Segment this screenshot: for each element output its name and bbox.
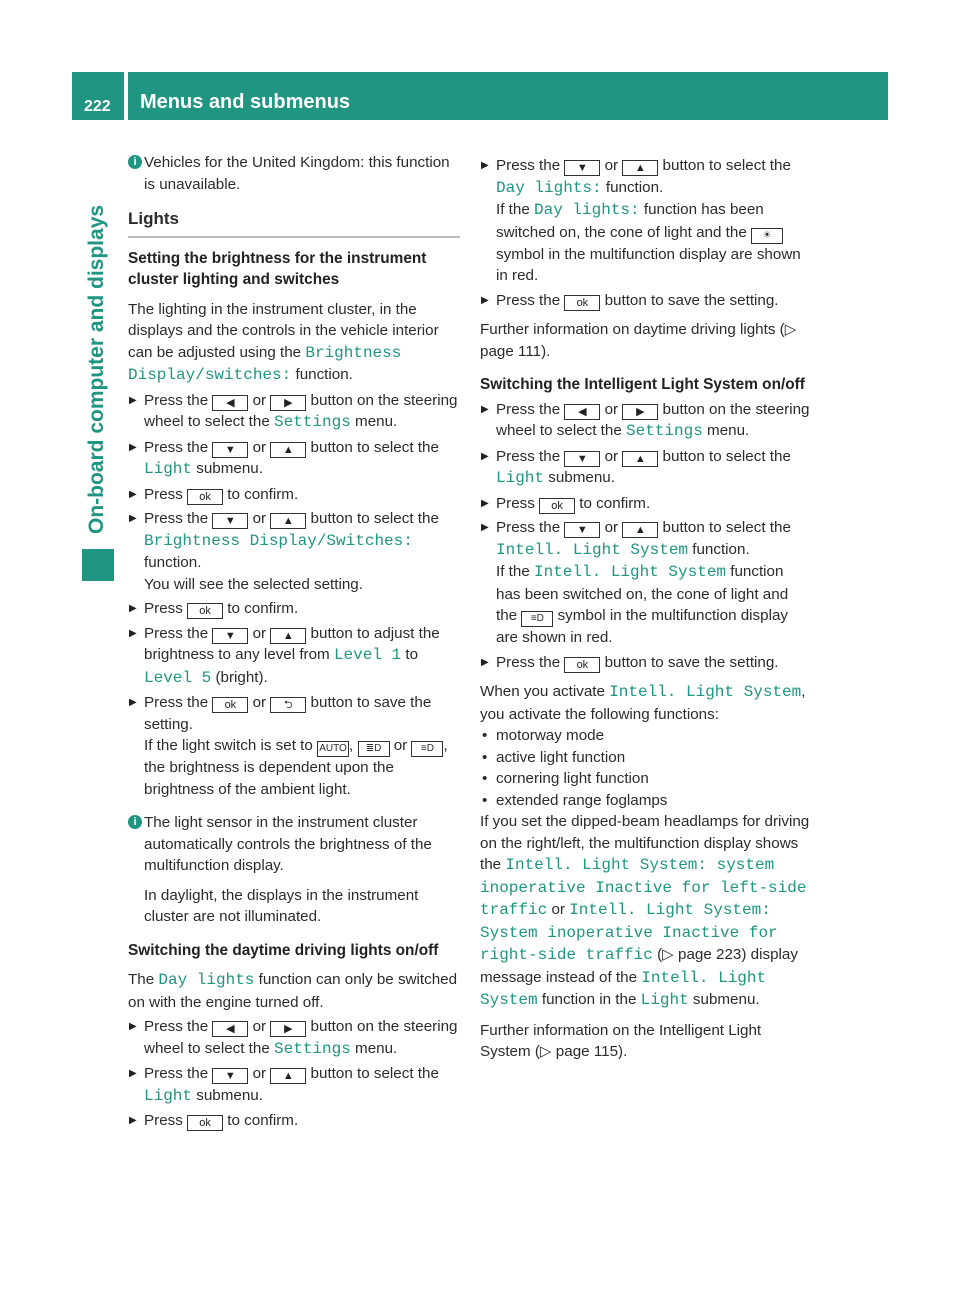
sidebar-marker [82, 549, 114, 581]
step: ▶ Press the ok button to save the setting. [480, 652, 812, 674]
paragraph: If you set the dipped-beam headlamps for driving on the right/left, the multifunction display shows the Intell. Light System: system inoperative Inactive for left-side traffic or Intell. Light System: System inoperative Inactive for right-side traffic (▷ page 223) display message instead of the Intell. Light System function in the Light submenu. [480, 813, 810, 1009]
list-item: • cornering light function [480, 768, 812, 790]
step: ▶ Press the ◀ or ▶ button on the steering wheel to select the Settings menu. [128, 390, 460, 434]
subsection-heading: Switching the Intelligent Light System on/off [480, 376, 805, 393]
paragraph: Further information on daytime driving lights (▷ page 111). [480, 321, 797, 360]
step: ▶ Press ok to confirm. [128, 598, 460, 620]
step: ▶ Press the ok or ⮌ button to save the setting. If the light switch is set to AUTO , ≣D or ≡D , the brightness is dependent upon the brightness of the ambient light. [128, 692, 460, 800]
page-number: 222 [84, 98, 111, 115]
dipped-beam-icon: ≡D [411, 741, 443, 757]
daytime-lights-icon: ☀ [751, 228, 783, 244]
info-icon: i [128, 815, 142, 829]
paragraph: When you activate Intell. Light System, you activate the following functions: [480, 683, 806, 723]
step: ▶ Press ok to confirm. [480, 493, 812, 515]
step: ▶ Press the ◀ or ▶ button on the steering wheel to select the Settings menu. [480, 399, 812, 443]
step: ▶ Press the ▼ or ▲ button to select the Intell. Light System function. If the Intell. Light System function has been switched on, the cone of light and the ≡D symbol in the multifunction display are shown in red. [480, 517, 812, 649]
info-note-continued: In daylight, the displays in the instrument cluster are not illuminated. [144, 886, 419, 925]
step: ▶ Press the ▼ or ▲ button to select the Light submenu. [128, 437, 460, 481]
step: ▶ Press ok to confirm. [128, 1110, 460, 1132]
subsection-heading: Setting the brightness for the instrument cluster lighting and switches [128, 249, 427, 288]
paragraph: The Day lights function can only be switched on with the engine turned off. [128, 971, 458, 1011]
auto-light-icon: AUTO [317, 741, 349, 757]
page-title: Menus and submenus [140, 91, 351, 113]
paragraph: The lighting in the instrument cluster, in the displays and the controls in the vehicle interior can be adjusted using the Brightness Display/switches: function. [128, 300, 439, 384]
section-heading: Lights [128, 209, 179, 228]
list-item: • motorway mode [480, 725, 812, 747]
info-icon: i [128, 155, 142, 169]
step: ▶ Press ok to confirm. [128, 484, 460, 506]
step: ▶ Press the ◀ or ▶ button on the steering wheel to select the Settings menu. [128, 1016, 460, 1060]
dipped-beam-icon: ≡D [521, 611, 553, 627]
info-note: i The light sensor in the instrument cluster automatically controls the brightness of the multifunction display. [128, 812, 460, 877]
header-bar [128, 72, 888, 120]
step: ▶ Press the ▼ or ▲ button to adjust the brightness to any level from Level 1 to Level 5 (bright). [128, 623, 460, 690]
list-item: • active light function [480, 747, 812, 769]
parking-light-icon: ≣D [358, 741, 390, 757]
step: ▶ Press the ok button to save the setting. [480, 290, 812, 312]
sidebar-section-title: On-board computer and displays [85, 204, 108, 534]
step: ▶ Press the ▼ or ▲ button to select the Light submenu. [480, 446, 812, 490]
left-column [128, 152, 460, 1132]
step: ▶ Press the ▼ or ▲ button to select the Brightness Display/Switches: function. You will see the selected setting. [128, 508, 460, 595]
page-number-box [72, 72, 124, 120]
step: ▶ Press the ▼ or ▲ button to select the Light submenu. [128, 1063, 460, 1107]
list-item: • extended range foglamps [480, 790, 812, 812]
info-note: i Vehicles for the United Kingdom: this function is unavailable. [128, 152, 460, 195]
subsection-heading: Switching the daytime driving lights on/off [128, 941, 439, 959]
paragraph: Further information on the Intelligent Light System (▷ page 115). [480, 1021, 762, 1060]
right-column [480, 152, 812, 1063]
step: ▶ Press the ▼ or ▲ button to select the Day lights: function. If the Day lights: function has been switched on, the cone of light and the ☀ symbol in the multifunction display are shown in red. [480, 155, 812, 287]
divider [128, 236, 460, 238]
sidebar [72, 124, 124, 1256]
